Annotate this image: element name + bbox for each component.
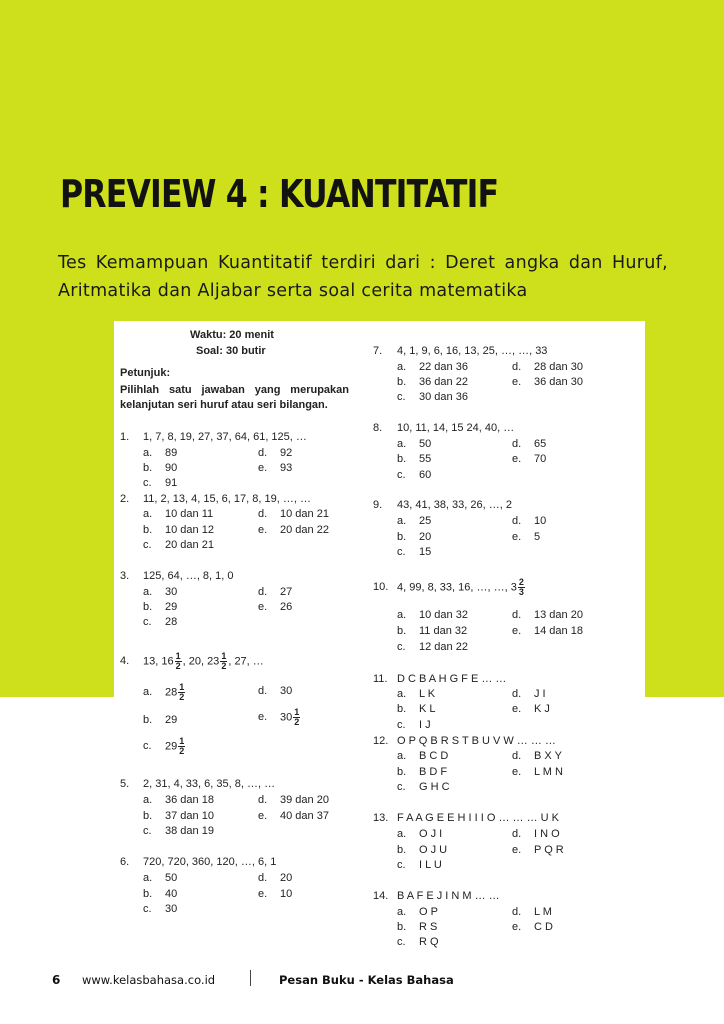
option-e[interactable]: e. 30 $\frac{1}{2}$ (258, 707, 300, 727)
website-link[interactable]: www.kelasbahasa.co.id (82, 973, 216, 987)
page-title: PREVIEW 4 : KUANTITATIF (60, 172, 499, 216)
option-e[interactable]: e. 14 dan 18 (512, 625, 583, 637)
option-c[interactable]: c. 29 $\frac{1}{2}$ (143, 736, 185, 756)
option-c[interactable]: c. R Q (397, 936, 439, 948)
instruction-line-1: Pilihlah satu jawaban yang merupakan (120, 384, 349, 396)
question-10: 10. 4, 99, 8, 33, 16, …, …, 3 $\frac{2}{3}$ (373, 577, 524, 597)
option-d[interactable]: d. 92 (258, 447, 293, 459)
option-a[interactable]: a. O P (397, 906, 438, 918)
fraction-half: $\frac{1}{2}$ (221, 651, 227, 671)
instruction-line-2: kelanjutan seri huruf atau seri bilangan. (120, 399, 328, 411)
option-a[interactable]: a. 36 dan 18 (143, 794, 214, 806)
option-d[interactable]: d. 65 (512, 438, 547, 450)
instruction-title: Petunjuk: (120, 367, 171, 379)
option-b[interactable]: b. 36 dan 22 (397, 376, 468, 388)
option-c[interactable]: c. 15 (397, 546, 432, 558)
footer-promo: Pesan Buku - Kelas Bahasa (279, 973, 454, 987)
option-d[interactable]: d. 13 dan 20 (512, 609, 583, 621)
question-6: 6. 720, 720, 360, 120, …, 6, 1 (120, 856, 277, 868)
option-a[interactable]: a. 10 dan 32 (397, 609, 468, 621)
option-a[interactable]: a. 30 (143, 586, 178, 598)
fraction-half: $\frac{1}{2}$ (294, 707, 300, 727)
question-3: 3. 125, 64, …, 8, 1, 0 (120, 570, 234, 582)
question-10-text: 4, 99, 8, 33, 16, …, …, 3 (397, 581, 517, 594)
option-a[interactable]: a. 50 (143, 872, 178, 884)
option-a[interactable]: a. 89 (143, 447, 178, 459)
option-b[interactable]: b. B D F (397, 766, 448, 778)
question-5: 5. 2, 31, 4, 33, 6, 35, 8, …, … (120, 778, 276, 790)
question-11: 11. D C B A H G F E … … (373, 673, 507, 685)
option-e[interactable]: e. 36 dan 30 (512, 376, 583, 388)
option-b[interactable]: b. 10 dan 12 (143, 524, 214, 536)
option-d[interactable]: d. 20 (258, 872, 293, 884)
option-e[interactable]: e. 10 (258, 888, 293, 900)
option-b[interactable]: b. 29 (143, 714, 178, 726)
count-label: Soal: 30 butir (196, 345, 266, 357)
question-12: 12. O P Q B R S T B U V W … … … (373, 735, 556, 747)
option-c[interactable]: c. 30 (143, 903, 178, 915)
question-2-text: 11, 2, 13, 4, 15, 6, 17, 8, 19, …, … (143, 493, 311, 505)
option-d[interactable]: d. 39 dan 20 (258, 794, 329, 806)
fraction-half: $\frac{1}{2}$ (179, 682, 185, 702)
option-d[interactable]: d. 10 (512, 515, 547, 527)
option-d[interactable]: d. J I (512, 688, 546, 700)
option-e[interactable]: e. C D (512, 921, 553, 933)
question-8: 8. 10, 11, 14, 15 24, 40, … (373, 422, 515, 434)
fraction-two-thirds: $\frac{2}{3}$ (518, 577, 524, 597)
option-a[interactable]: a. 50 (397, 438, 432, 450)
option-d[interactable]: d. 30 (258, 685, 293, 697)
question-1: 1. 1, 7, 8, 19, 27, 37, 64, 61, 125, … (120, 431, 307, 443)
question-5-text: 2, 31, 4, 33, 6, 35, 8, …, … (143, 778, 276, 790)
option-b[interactable]: b. 11 dan 32 (397, 625, 468, 637)
intro-paragraph: Tes Kemampuan Kuantitatif terdiri dari : Deret angka dan Huruf, Aritmatika dan Aljabar serta soal cerita matematika (58, 253, 668, 301)
option-b[interactable]: b. O J U (397, 844, 448, 856)
option-d[interactable]: d. 27 (258, 586, 293, 598)
option-a[interactable]: a. L K (397, 688, 436, 700)
option-b[interactable]: b. 90 (143, 462, 178, 474)
option-b[interactable]: b. 29 (143, 601, 178, 613)
question-3-text: 125, 64, …, 8, 1, 0 (143, 570, 234, 582)
question-8-text: 10, 11, 14, 15 24, 40, … (397, 422, 515, 434)
question-2: 2. 11, 2, 13, 4, 15, 6, 17, 8, 19, …, … (120, 493, 311, 505)
option-a[interactable]: a. 25 (397, 515, 432, 527)
option-c[interactable]: c. I L U (397, 859, 442, 871)
option-e[interactable]: e. 5 (512, 531, 541, 543)
option-e[interactable]: e. K J (512, 703, 550, 715)
option-e[interactable]: e. 70 (512, 453, 547, 465)
option-b[interactable]: b. 20 (397, 531, 432, 543)
question-4: 4. 13, 16 $\frac{1}{2}$ , 20, 23 $\frac{1}{2}$ , 27, … (120, 651, 264, 671)
question-12-text: O P Q B R S T B U V W … … … (397, 735, 556, 747)
option-b[interactable]: b. 55 (397, 453, 432, 465)
footer-divider (250, 970, 251, 986)
question-11-text: D C B A H G F E … … (397, 673, 507, 685)
page-number: 6 (52, 973, 61, 987)
option-b[interactable]: b. 37 dan 10 (143, 810, 214, 822)
option-b[interactable]: b. 40 (143, 888, 178, 900)
option-a[interactable]: a. 22 dan 36 (397, 361, 468, 373)
option-c[interactable]: c. 38 dan 19 (143, 825, 214, 837)
question-6-text: 720, 720, 360, 120, …, 6, 1 (143, 856, 277, 868)
option-c[interactable]: c. 30 dan 36 (397, 391, 468, 403)
option-d[interactable]: d. I N O (512, 828, 560, 840)
option-b[interactable]: b. K L (397, 703, 436, 715)
question-9-text: 43, 41, 38, 33, 26, …, 2 (397, 499, 512, 511)
time-label: Waktu: 20 menit (190, 329, 274, 341)
option-c[interactable]: c. 12 dan 22 (397, 641, 468, 653)
option-e[interactable]: e. L M N (512, 766, 563, 778)
option-e[interactable]: e. 93 (258, 462, 293, 474)
option-d[interactable]: d. 28 dan 30 (512, 361, 583, 373)
option-e[interactable]: e. 40 dan 37 (258, 810, 329, 822)
fraction-half: $\frac{1}{2}$ (179, 736, 185, 756)
question-14: 14. B A F E J I N M … … (373, 890, 500, 902)
option-a[interactable]: a. 10 dan 11 (143, 508, 214, 520)
question-9: 9. 43, 41, 38, 33, 26, …, 2 (373, 499, 512, 511)
fraction-half: $\frac{1}{2}$ (175, 651, 181, 671)
option-a[interactable]: a. O J I (397, 828, 443, 840)
question-13: 13. F A A G E E H I I I O … … … U K (373, 812, 559, 824)
option-e[interactable]: e. P Q R (512, 844, 564, 856)
option-a[interactable]: a. 28 $\frac{1}{2}$ (143, 682, 185, 702)
question-7: 7. 4, 1, 9, 6, 16, 13, 25, …, …, 33 (373, 345, 548, 357)
option-b[interactable]: b. R S (397, 921, 438, 933)
option-c[interactable]: c. 91 (143, 477, 178, 489)
question-13-text: F A A G E E H I I I O … … … U K (397, 812, 559, 824)
option-c[interactable]: c. G H C (397, 781, 450, 793)
question-sheet (114, 321, 645, 958)
option-c[interactable]: c. 20 dan 21 (143, 539, 214, 551)
option-c[interactable]: c. 60 (397, 469, 432, 481)
option-d[interactable]: d. L M (512, 906, 552, 918)
question-7-text: 4, 1, 9, 6, 16, 13, 25, …, …, 33 (397, 345, 548, 357)
option-d[interactable]: d. B X Y (512, 750, 562, 762)
option-c[interactable]: c. 28 (143, 616, 178, 628)
question-14-text: B A F E J I N M … … (397, 890, 500, 902)
option-e[interactable]: e. 20 dan 22 (258, 524, 329, 536)
option-e[interactable]: e. 26 (258, 601, 293, 613)
page-footer (0, 968, 724, 992)
option-c[interactable]: c. I J (397, 719, 431, 731)
option-a[interactable]: a. B C D (397, 750, 449, 762)
question-1-text: 1, 7, 8, 19, 27, 37, 64, 61, 125, … (143, 431, 307, 443)
option-d[interactable]: d. 10 dan 21 (258, 508, 329, 520)
